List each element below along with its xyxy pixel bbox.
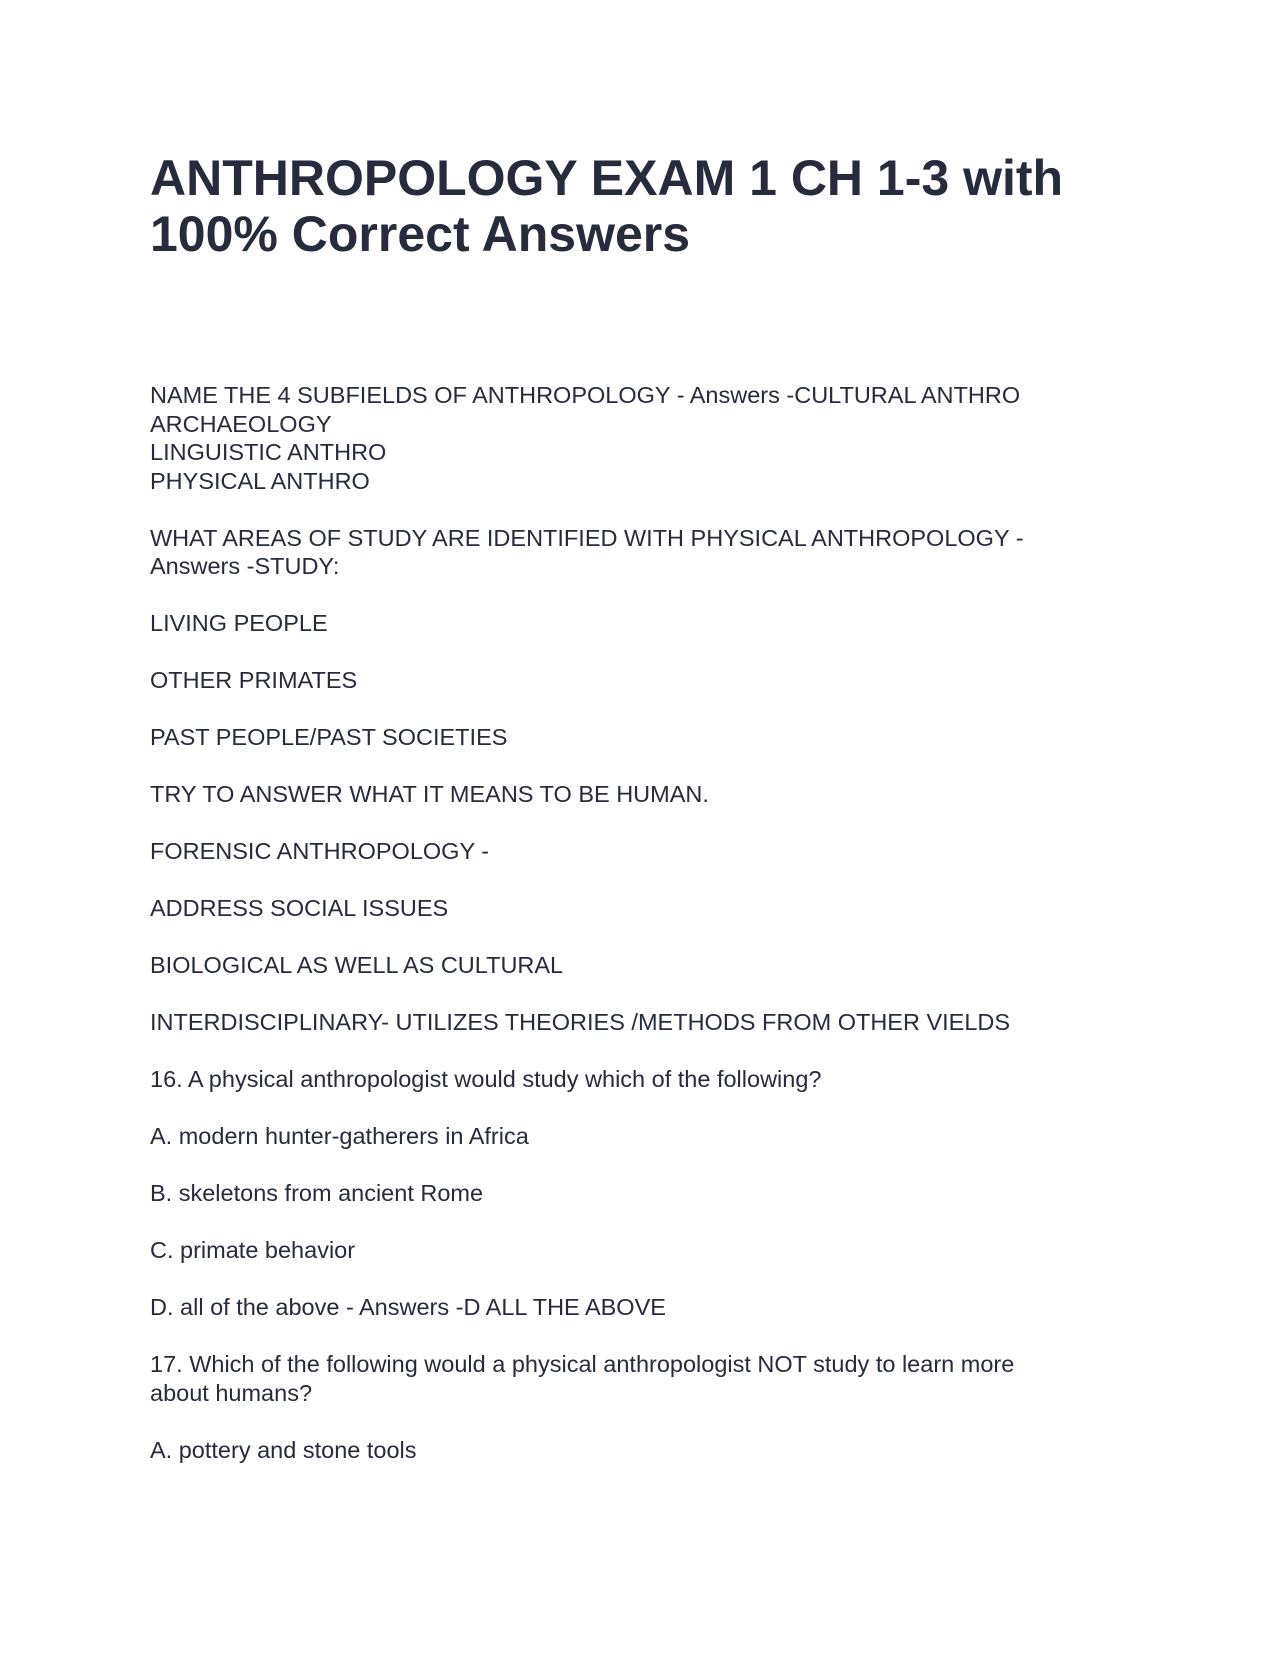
list-item <box>150 723 1130 752</box>
answer-option <box>150 1293 1130 1322</box>
text-line: LINGUISTIC ANTHRO <box>150 439 387 466</box>
answer-option <box>150 1236 1130 1265</box>
text-line: OTHER PRIMATES <box>150 667 358 694</box>
text-line: ADDRESS SOCIAL ISSUES <box>150 895 449 922</box>
document-body <box>150 381 1130 1493</box>
page-title <box>150 150 1130 262</box>
text-line: A. pottery and stone tools <box>150 1436 417 1463</box>
text-line: BIOLOGICAL AS WELL AS CULTURAL <box>150 952 564 979</box>
question-16 <box>150 1065 1130 1094</box>
title-line: 100% Correct Answers <box>150 206 691 262</box>
list-item <box>150 837 1130 866</box>
text-line: WHAT AREAS OF STUDY ARE IDENTIFIED WITH PHYSICAL ANTHROPOLOGY - <box>150 524 1024 551</box>
text-line: FORENSIC ANTHROPOLOGY - <box>150 838 490 865</box>
text-line: TRY TO ANSWER WHAT IT MEANS TO BE HUMAN. <box>150 781 709 808</box>
text-line: B. skeletons from ancient Rome <box>150 1180 484 1207</box>
list-item <box>150 1008 1130 1037</box>
answer-option <box>150 1436 1130 1465</box>
list-item <box>150 894 1130 923</box>
list-item <box>150 951 1130 980</box>
text-line: about humans? <box>150 1379 313 1406</box>
qa-subfields <box>150 381 1130 495</box>
answer-option <box>150 1122 1130 1151</box>
title-line: ANTHROPOLOGY EXAM 1 CH 1-3 with <box>150 150 1064 206</box>
text-line: ARCHAEOLOGY <box>150 410 332 437</box>
text-line: Answers -STUDY: <box>150 553 340 580</box>
text-line: 16. A physical anthropologist would study which of the following? <box>150 1066 822 1093</box>
list-item <box>150 666 1130 695</box>
list-item <box>150 609 1130 638</box>
text-line: PHYSICAL ANTHRO <box>150 467 370 494</box>
list-item <box>150 780 1130 809</box>
text-line: A. modern hunter-gatherers in Africa <box>150 1123 529 1150</box>
qa-physical-areas <box>150 524 1130 581</box>
text-line: D. all of the above - Answers -D ALL THE ABOVE <box>150 1294 666 1321</box>
answer-option <box>150 1179 1130 1208</box>
text-line: 17. Which of the following would a physical anthropologist NOT study to learn more <box>150 1351 1015 1378</box>
question-17 <box>150 1350 1130 1407</box>
text-line: LIVING PEOPLE <box>150 610 328 637</box>
text-line: C. primate behavior <box>150 1237 356 1264</box>
text-line: PAST PEOPLE/PAST SOCIETIES <box>150 724 508 751</box>
text-line: NAME THE 4 SUBFIELDS OF ANTHROPOLOGY - Answers -CULTURAL ANTHRO <box>150 382 1021 408</box>
text-line: INTERDISCIPLINARY- UTILIZES THEORIES /METHODS FROM OTHER VIELDS <box>150 1009 1011 1036</box>
